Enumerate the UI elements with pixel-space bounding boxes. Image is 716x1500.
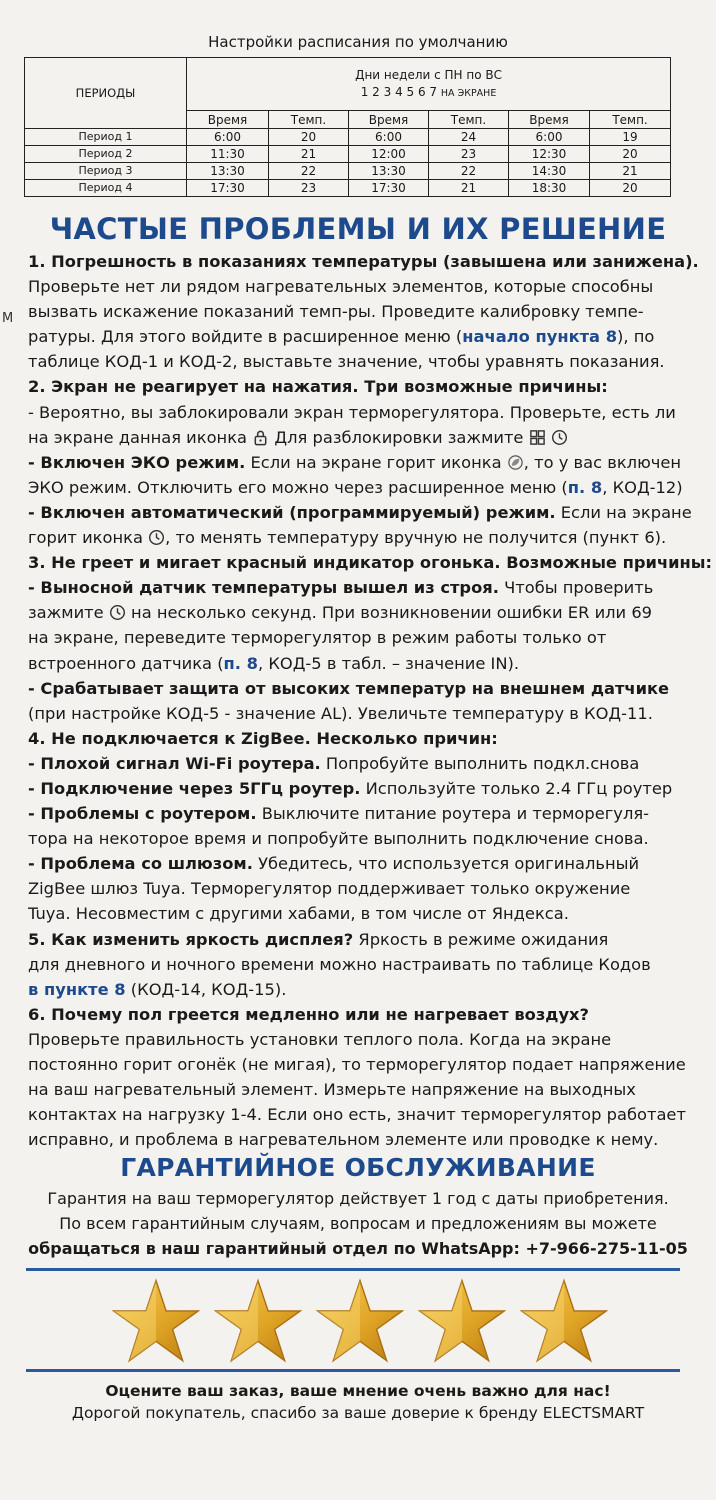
text-line: для дневного и ночного времени можно настраивать по таблице Кодов — [28, 954, 651, 974]
table-cell: 20 — [590, 180, 671, 197]
table-cell: 6:00 — [509, 129, 590, 146]
col-temp: Темп. — [429, 111, 509, 129]
table-cell: 17:30 — [349, 180, 429, 197]
warranty-contact: обращаться в наш гарантийный отдел по WhatsApp: +7-966-275-11-05 — [28, 1239, 688, 1258]
text-line: - Выносной датчик температуры вышел из строя. Чтобы проверить — [28, 578, 654, 598]
col-temp: Темп. — [269, 111, 349, 129]
table-cell: 13:30 — [349, 163, 429, 180]
days-header-line2: 1 2 3 4 5 6 7 НА ЭКРАНЕ — [360, 84, 497, 99]
eco-leaf-icon — [507, 454, 524, 471]
text-line: на экране данная иконка Для разблокировки зажмите — [28, 425, 708, 450]
text-line: (при настройке КОД-5 - значение AL). Увеличьте температуру в КОД-11. — [28, 703, 653, 723]
text-line: Tuya. Несовместим с другими хабами, в том числе от Яндекса. — [28, 904, 569, 924]
divider — [26, 1369, 680, 1372]
text-line: Дорогой покупатель, спасибо за ваше доверие к бренду ELECTSMART — [71, 1404, 645, 1422]
text-line: - Плохой сигнал Wi-Fi роутера. Попробуйте выполнить подкл.снова — [28, 753, 640, 773]
problems-body — [28, 249, 713, 1152]
text-line: встроенного датчика (п. 8, КОД-5 в табл. – значение IN). — [28, 653, 520, 673]
table-cell: 6:00 — [187, 129, 269, 146]
schedule-title: Настройки расписания по умолчанию — [208, 33, 508, 51]
table-cell: 21 — [269, 146, 349, 163]
period-label: Период 3 — [25, 163, 187, 180]
star-icon — [314, 1276, 406, 1368]
text-line: - Включен ЭКО режим. Если на экране горит иконка , то у вас включен — [28, 452, 682, 472]
text-line: тора на некоторое время и попробуйте выполнить подключение снова. — [28, 829, 649, 849]
table-cell: 14:30 — [509, 163, 590, 180]
table-row — [25, 129, 671, 146]
periods-header: ПЕРИОДЫ — [25, 58, 187, 129]
table-cell: 17:30 — [187, 180, 269, 197]
grid-icon — [529, 429, 546, 446]
text-line: вызвать искажение показаний темп-ры. Проведите калибровку темпе- — [28, 302, 644, 322]
text-line: ZigBee шлюз Tuya. Терморегулятор поддерживает только окружение — [28, 879, 631, 899]
table-cell: 11:30 — [187, 146, 269, 163]
star-rating — [110, 1276, 610, 1368]
table-cell: 24 — [429, 129, 509, 146]
problem-5-title: 5. Как изменить яркость дисплея? Яркость в режиме ожидания — [28, 929, 609, 949]
star-icon — [110, 1276, 202, 1368]
table-cell: 13:30 — [187, 163, 269, 180]
table-cell: 21 — [590, 163, 671, 180]
text-line: Проверьте нет ли рядом нагревательных элементов, которые способны — [28, 277, 654, 297]
table-cell: 23 — [429, 146, 509, 163]
text-line: - Вероятно, вы заблокировали экран терморегулятора. Проверьте, есть ли — [28, 402, 676, 422]
text-line: на ваш нагревательный элемент. Измерьте напряжение на выходных — [28, 1080, 636, 1100]
table-cell: 20 — [269, 129, 349, 146]
problems-heading: ЧАСТЫЕ ПРОБЛЕМЫ И ИХ РЕШЕНИЕ — [49, 212, 667, 246]
margin-mark: М — [2, 311, 14, 326]
clock-icon — [551, 429, 568, 446]
ref-link: п. 8 — [223, 653, 258, 673]
text-line: Гарантия на ваш терморегулятор действует 1 год с даты приобретения. — [47, 1189, 669, 1208]
star-icon — [212, 1276, 304, 1368]
text-line: ЭКО режим. Отключить его можно через расширенное меню (п. 8, КОД-12) — [28, 477, 683, 497]
text-line: Проверьте правильность установки теплого пола. Когда на экране — [28, 1029, 612, 1049]
clock-icon — [109, 604, 126, 621]
period-label: Период 4 — [25, 180, 187, 197]
problem-6-title: 6. Почему пол греется медленно или не нагревает воздух? — [28, 1004, 590, 1024]
problem-1-title: 1. Погрешность в показаниях температуры (завышена или занижена). — [28, 252, 699, 271]
problem-4-title: 4. Не подключается к ZigBee. Несколько причин: — [28, 728, 498, 748]
days-header-line1: Дни недели с ПН по ВС — [355, 67, 502, 82]
table-cell: 23 — [269, 180, 349, 197]
text-line: в пункте 8 (КОД-14, КОД-15). — [28, 979, 287, 999]
star-icon — [416, 1276, 508, 1368]
text-line: исправно, и проблема в нагревательном элементе или проводке к нему. — [28, 1130, 659, 1150]
ref-link: в пункте 8 — [28, 979, 126, 999]
table-cell: 6:00 — [349, 129, 429, 146]
table-cell: 18:30 — [509, 180, 590, 197]
table-cell: 21 — [429, 180, 509, 197]
ref-link: п. 8 — [567, 477, 603, 497]
text-line: - Проблема со шлюзом. Убедитесь, что используется оригинальный — [28, 854, 640, 874]
rate-order-line: Оцените ваш заказ, ваше мнение очень важно для нас! — [105, 1382, 611, 1400]
period-label: Период 2 — [25, 146, 187, 163]
divider — [26, 1268, 680, 1271]
table-cell: 19 — [590, 129, 671, 146]
days-header — [187, 58, 671, 111]
lock-icon — [252, 429, 269, 446]
warranty-text — [0, 1186, 716, 1261]
text-line: - Срабатывает защита от высоких температур на внешнем датчике — [28, 678, 670, 698]
period-label: Период 1 — [25, 129, 187, 146]
col-time: Время — [509, 111, 590, 129]
col-temp: Темп. — [590, 111, 671, 129]
star-icon — [518, 1276, 610, 1368]
clock-icon — [148, 529, 165, 546]
table-cell: 22 — [269, 163, 349, 180]
schedule-table — [24, 57, 671, 197]
text-line: постоянно горит огонёк (не мигая), то терморегулятор подает напряжение — [28, 1055, 686, 1074]
text-line: горит иконка , то менять температуру вручную не получится (пункт 6). — [28, 528, 667, 548]
text-line: - Проблемы с роутером. Выключите питание роутера и терморегуля- — [28, 804, 650, 824]
text-line: на экране, переведите терморегулятор в режим работы только от — [28, 628, 607, 648]
problem-2-title: 2. Экран не реагирует на нажатия. Три возможные причины: — [28, 377, 608, 397]
text-line: ратуры. Для этого войдите в расширенное меню (начало пункта 8), по — [28, 327, 655, 347]
thanks-text — [0, 1380, 716, 1424]
text-line: - Подключение через 5ГГц роутер. Используйте только 2.4 ГГц роутер — [28, 778, 673, 798]
table-cell: 12:30 — [509, 146, 590, 163]
text-line: таблице КОД-1 и КОД-2, выставьте значение, чтобы уравнять показания. — [28, 352, 665, 372]
text-line: контактах на нагрузку 1-4. Если оно есть, значит терморегулятор работает — [28, 1105, 686, 1125]
ref-link: начало пункта 8 — [462, 327, 618, 347]
table-cell: 22 — [429, 163, 509, 180]
table-cell: 20 — [590, 146, 671, 163]
table-row — [25, 146, 671, 163]
text-line: - Включен автоматический (программируемый) режим. Если на экране — [28, 502, 692, 522]
table-row — [25, 163, 671, 180]
col-time: Время — [187, 111, 269, 129]
text-line: зажмите на несколько секунд. При возникновении ошибки ER или 69 — [28, 603, 653, 623]
warranty-heading: ГАРАНТИЙНОЕ ОБСЛУЖИВАНИЕ — [120, 1153, 596, 1182]
table-cell: 12:00 — [349, 146, 429, 163]
col-time: Время — [349, 111, 429, 129]
table-row — [25, 180, 671, 197]
text-line: По всем гарантийным случаям, вопросам и предложениям вы можете — [59, 1214, 657, 1233]
problem-3-title: 3. Не греет и мигает красный индикатор огонька. Возможные причины: — [28, 553, 713, 573]
